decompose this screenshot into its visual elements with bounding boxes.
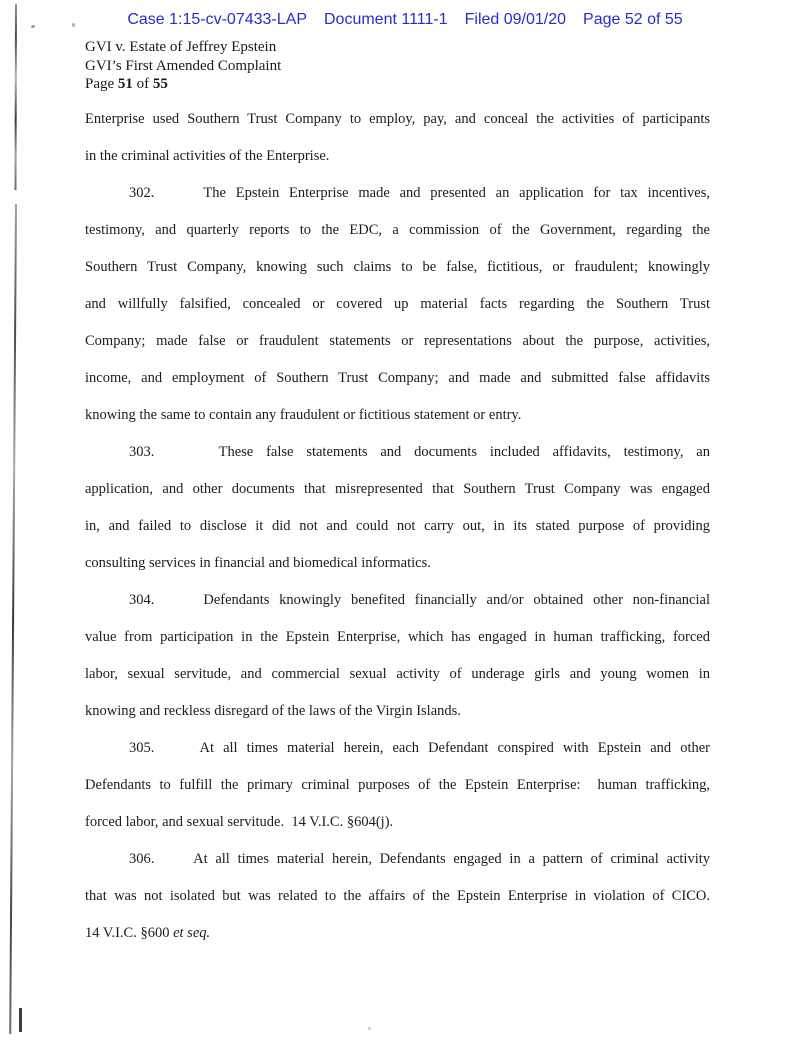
- document-caption: [85, 38, 281, 94]
- body-line: income, and employment of Southern Trust Company; and made and submitted false affidavits: [85, 370, 710, 386]
- body-line: Company; made false or fraudulent statements or representations about the purpose, activities,: [85, 333, 710, 349]
- body-line: Southern Trust Company, knowing such claims to be false, fictitious, or fraudulent; knowingly: [85, 259, 710, 275]
- body-line: knowing the same to contain any fraudulent or fictitious statement or entry.: [85, 407, 522, 423]
- stamp-document-number: Document 1111-1: [323, 11, 448, 28]
- body-line: and willfully falsified, concealed or covered up material facts regarding the Southern Trust: [85, 296, 710, 312]
- text-segment: 14 V.I.C. §600: [85, 925, 174, 941]
- body-line: 305. At all times material herein, each Defendant conspired with Epstein and other: [129, 740, 710, 756]
- caption-page-prefix: Page: [85, 76, 118, 93]
- body-line: in the criminal activities of the Enterprise.: [85, 148, 330, 164]
- stamp-case-number: Case 1:15-cv-07433-LAP: [127, 11, 307, 28]
- body-line: 304. Defendants knowingly benefited financially and/or obtained other non-financial: [129, 592, 710, 608]
- document-body: [85, 101, 710, 952]
- body-line: labor, sexual servitude, and commercial sexual activity of underage girls and young women in: [85, 666, 710, 682]
- body-line: knowing and reckless disregard of the laws of the Virgin Islands.: [85, 703, 461, 719]
- body-line: 306. At all times material herein, Defendants engaged in a pattern of criminal activity: [129, 851, 710, 867]
- caption-page-total: 55: [152, 76, 168, 93]
- scan-artifact-line-top: [15, 4, 17, 190]
- body-line: 303. These false statements and documents included affidavits, testimony, an: [129, 444, 710, 460]
- scan-artifact-line-main: [9, 204, 16, 1034]
- body-line: Defendants to fulfill the primary criminal purposes of the Epstein Enterprise: human trafficking,: [85, 777, 710, 793]
- stamp-filed-date: Filed 09/01/20: [464, 11, 567, 28]
- court-stamp-header: [0, 11, 810, 29]
- caption-case-title: GVI v. Estate of Jeffrey Epstein: [85, 39, 277, 55]
- body-line: that was not isolated but was related to the affairs of the Epstein Enterprise in violation of CICO.: [85, 888, 710, 904]
- body-line: forced labor, and sexual servitude. 14 V.I.C. §604(j).: [85, 814, 394, 830]
- body-line: testimony, and quarterly reports to the EDC, a commission of the Government, regarding the: [85, 222, 710, 238]
- body-line: [85, 915, 710, 952]
- scan-artifact-tick: [19, 1008, 22, 1032]
- body-line: Enterprise used Southern Trust Company to employ, pay, and conceal the activities of participants: [85, 111, 710, 127]
- caption-page-middle: of: [132, 76, 153, 93]
- caption-doc-title: GVI’s First Amended Complaint: [85, 57, 282, 74]
- body-line: in, and failed to disclose it did not and could not carry out, in its stated purpose of providing: [85, 518, 710, 534]
- caption-page-num: 51: [117, 76, 133, 93]
- body-line: value from participation in the Epstein Enterprise, which has engaged in human trafficking, forced: [85, 629, 710, 645]
- stamp-page-number: Page 52 of 55: [583, 11, 683, 28]
- body-line: application, and other documents that misrepresented that Southern Trust Company was engaged: [85, 481, 710, 497]
- body-line: 302. The Epstein Enterprise made and presented an application for tax incentives,: [129, 185, 710, 201]
- body-line: consulting services in financial and biomedical informatics.: [85, 555, 431, 571]
- caption-page-line: [85, 75, 281, 94]
- latin-phrase: et seq.: [173, 925, 211, 941]
- scan-speck: [368, 1027, 371, 1030]
